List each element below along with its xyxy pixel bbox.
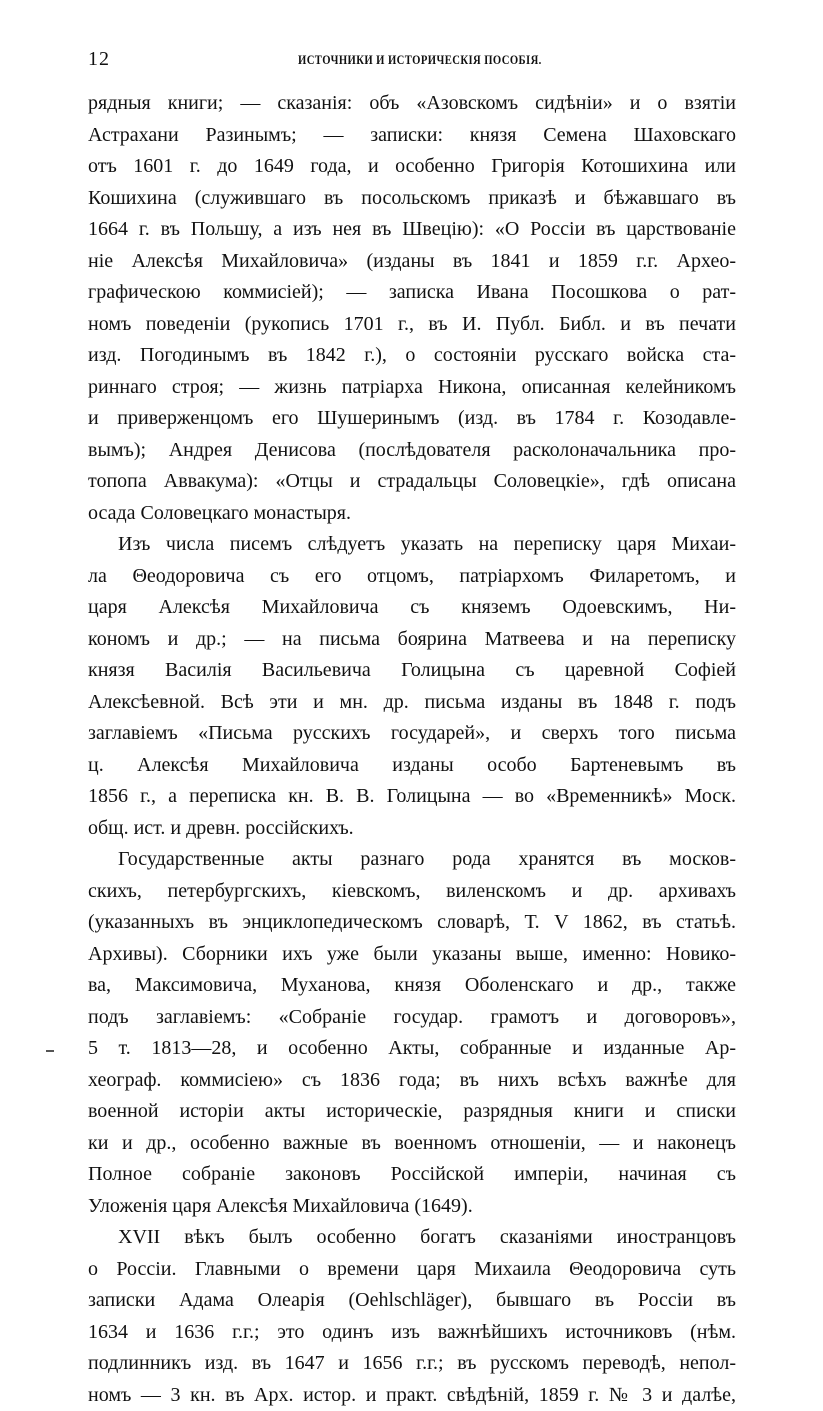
text-line: риннаго строя; — жизнь патріарха Никона, описанная келейникомъ	[88, 372, 736, 404]
text-line: Полное собраніе законовъ Россійской имперіи, начиная съ	[88, 1159, 736, 1191]
text-line: князя Василія Васильевича Голицына съ царевной Софіей	[88, 655, 736, 687]
text-line: номъ поведеніи (рукопись 1701 г., въ И. Публ. Библ. и въ печати	[88, 309, 736, 341]
text-line: Уложенія царя Алексѣя Михайловича (1649).	[88, 1191, 736, 1223]
text-line: ки и др., особенно важные въ военномъ отношеніи, — и наконецъ	[88, 1128, 736, 1160]
page-header	[88, 40, 736, 78]
text-line: 1856 г., а переписка кн. В. В. Голицына — во «Временникѣ» Моск.	[88, 781, 736, 813]
text-line: ла Θеодоровича съ его отцомъ, патріархомъ Филаретомъ, и	[88, 561, 736, 593]
text-line: военной исторіи акты историческіе, разрядныя книги и списки	[88, 1096, 736, 1128]
text-line: ц. Алексѣя Михайловича изданы особо Бартеневымъ въ	[88, 750, 736, 782]
text-line: кономъ и др.; — на письма боярина Матвеева и на переписку	[88, 624, 736, 656]
text-line: подъ заглавіемъ: «Собраніе государ. грамотъ и договоровъ»,	[88, 1002, 736, 1034]
text-line: вымъ); Андрея Денисова (послѣдователя расколоначальника про-	[88, 435, 736, 467]
margin-mark	[46, 1050, 54, 1052]
paragraph	[88, 1222, 736, 1411]
text-line: Изъ числа писемъ слѣдуетъ указать на переписку царя Михаи-	[88, 529, 736, 561]
text-line: Кошихина (служившаго въ посольскомъ приказѣ и бѣжавшаго въ	[88, 183, 736, 215]
text-line: Архивы). Сборники ихъ уже были указаны выше, именно: Новико-	[88, 939, 736, 971]
text-line: изд. Погодинымъ въ 1842 г.), о состояніи русскаго войска ста-	[88, 340, 736, 372]
paragraph	[88, 88, 736, 529]
text-line: 5 т. 1813—28, и особенно Акты, собранные и изданные Ар-	[88, 1033, 736, 1065]
page-number: 12	[88, 48, 110, 71]
text-line: 1664 г. въ Польшу, а изъ нея въ Швецію): «О Россіи въ царствованіе	[88, 214, 736, 246]
text-line: записки Адама Олеарія (Oehlschläger), бывшаго въ Россіи въ	[88, 1285, 736, 1317]
text-line: осада Соловецкаго монастыря.	[88, 498, 736, 530]
running-head: ИСТОЧНИКИ И ИСТОРИЧЕСКІЯ ПОСОБІЯ.	[298, 52, 542, 68]
text-line: подлинникъ изд. въ 1647 и 1656 г.г.; въ русскомъ переводѣ, непол-	[88, 1348, 736, 1380]
text-line: ва, Максимовича, Муханова, князя Оболенскаго и др., также	[88, 970, 736, 1002]
text-line: топопа Аввакума): «Отцы и страдальцы Соловецкіе», гдѣ описана	[88, 466, 736, 498]
text-line: скихъ, петербургскихъ, кіевскомъ, виленскомъ и др. архивахъ	[88, 876, 736, 908]
text-line: Государственные акты разнаго рода хранятся въ москов-	[88, 844, 736, 876]
text-line: XVII вѣкъ былъ особенно богатъ сказаніями иностранцовъ	[88, 1222, 736, 1254]
text-line: Алексѣевной. Всѣ эти и мн. др. письма изданы въ 1848 г. подъ	[88, 687, 736, 719]
text-line: царя Алексѣя Михайловича съ княземъ Одоевскимъ, Ни-	[88, 592, 736, 624]
text-line: ніе Алексѣя Михайловича» (изданы въ 1841 и 1859 г.г. Архео-	[88, 246, 736, 278]
text-line: и приверженцомъ его Шушеринымъ (изд. въ 1784 г. Козодавле-	[88, 403, 736, 435]
paragraph	[88, 844, 736, 1222]
text-line: рядныя книги; — сказанія: объ «Азовскомъ сидѣніи» и о взятіи	[88, 88, 736, 120]
text-line: заглавіемъ «Письма русскихъ государей», и сверхъ того письма	[88, 718, 736, 750]
text-line: о Россіи. Главными о времени царя Михаила Θеодоровича суть	[88, 1254, 736, 1286]
text-line: хеограф. коммисіею» съ 1836 года; въ нихъ всѣхъ важнѣе для	[88, 1065, 736, 1097]
text-line: отъ 1601 г. до 1649 года, и особенно Григорія Котошихина или	[88, 151, 736, 183]
book-page	[88, 40, 736, 1411]
text-line: номъ — 3 кн. въ Арх. истор. и практ. свѣдѣній, 1859 г. № 3 и далѣе,	[88, 1380, 736, 1411]
paragraph	[88, 529, 736, 844]
text-line: 1634 и 1636 г.г.; это одинъ изъ важнѣйшихъ источниковъ (нѣм.	[88, 1317, 736, 1349]
text-line: (указанныхъ въ энциклопедическомъ словарѣ, Т. V 1862, въ статьѣ.	[88, 907, 736, 939]
text-line: графическою коммисіей); — записка Ивана Посошкова о рат-	[88, 277, 736, 309]
text-line: общ. ист. и древн. россійскихъ.	[88, 813, 736, 845]
body-text	[88, 88, 736, 1411]
text-line: Астрахани Разинымъ; — записки: князя Семена Шаховскаго	[88, 120, 736, 152]
